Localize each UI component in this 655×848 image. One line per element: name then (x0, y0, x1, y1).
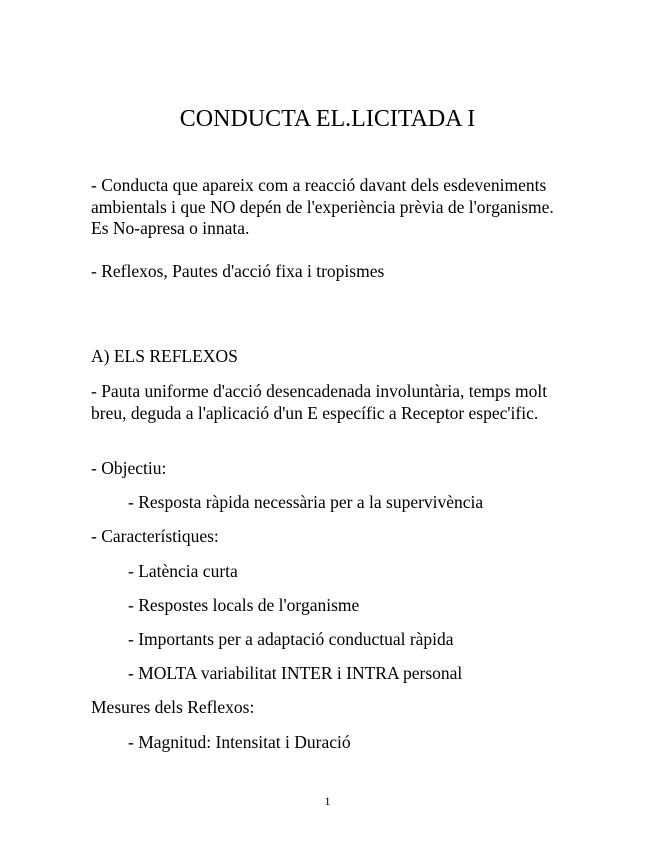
objective-label: - Objectiu: (91, 458, 167, 478)
measures-label: Mesures dels Reflexos: (91, 697, 255, 717)
intro-list: - Reflexos, Pautes d'acció fixa i tropismes (91, 261, 385, 281)
reflex-definition: - Pauta uniforme d'acció desencadenada involuntària, temps molt breu, deguda a l'aplicació d'un E específic a Receptor espec'ific. (91, 381, 548, 423)
features-label: - Característiques: (91, 526, 219, 546)
page-number: 1 (324, 794, 331, 808)
page-title: CONDUCTA EL.LICITADA I (179, 106, 476, 132)
objective-item: - Resposta ràpida necessària per a la supervivència (128, 492, 484, 512)
feature-item: - Latència curta (128, 561, 238, 581)
feature-item: - Importants per a adaptació conductual ràpida (128, 629, 454, 649)
section-heading: A) ELS REFLEXOS (91, 346, 238, 366)
measures-item: - Magnitud: Intensitat i Duració (128, 732, 351, 752)
intro-paragraph: - Conducta que apareix com a reacció davant dels esdeveniments ambientals i que NO depén de l'experiència prèvia de l'organisme. Es No-apresa o innata. (91, 175, 554, 238)
feature-item: - Respostes locals de l'organisme (128, 595, 360, 615)
feature-item: - MOLTA variabilitat INTER i INTRA personal (128, 663, 463, 683)
